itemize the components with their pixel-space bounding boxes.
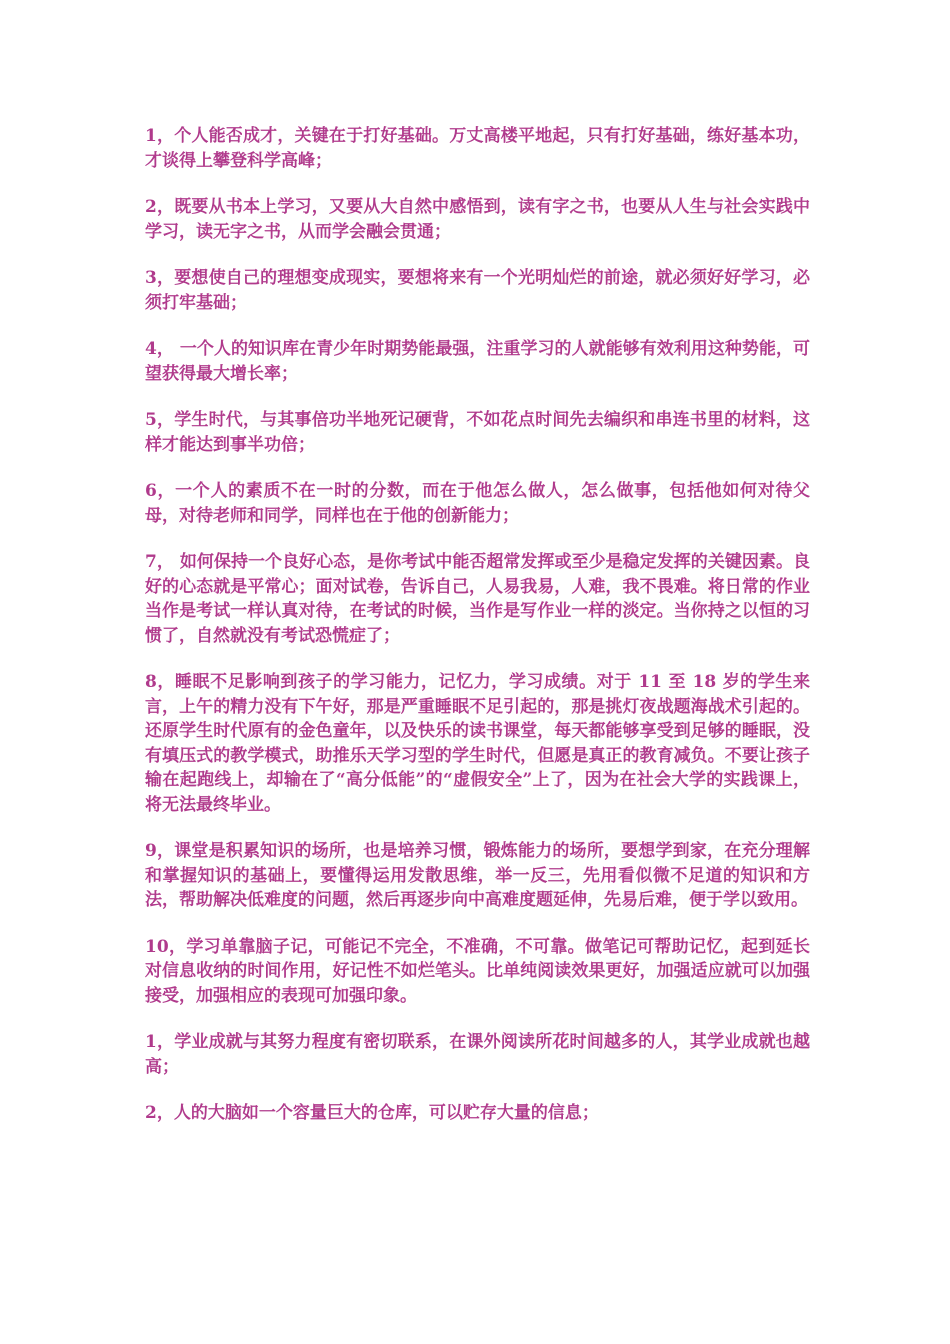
paragraph-2: 2，既要从书本上学习，又要从大自然中感悟到，读有字之书，也要从人生与社会实践中学习，读无字之书，从而学会融会贯通； (145, 197, 810, 242)
document-body (145, 124, 810, 1148)
paragraph-3: 3，要想使自己的理想变成现实，要想将来有一个光明灿烂的前途，就必须好好学习，必须打牢基础； (145, 268, 810, 313)
paragraph-12: 2，人的大脑如一个容量巨大的仓库，可以贮存大量的信息； (145, 1103, 599, 1123)
paragraph-6: 6，一个人的素质不在一时的分数，而在于他怎么做人，怎么做事，包括他如何对待父母，对待老师和同学，同样也在于他的创新能力； (145, 481, 810, 526)
paragraph-11: 1，学业成就与其努力程度有密切联系，在课外阅读所花时间越多的人，其学业成就也越高； (145, 1032, 810, 1077)
paragraph-9: 9，课堂是积累知识的场所，也是培养习惯，锻炼能力的场所，要想学到家，在充分理解和掌握知识的基础上，要懂得运用发散思维，举一反三，先用看似微不足道的知识和方法，帮助解决低难度的问题，然后再逐步向中高难度题延伸，先易后难，便于学以致用。 (145, 841, 810, 910)
paragraph-7: 7， 如何保持一个良好心态，是你考试中能否超常发挥或至少是稳定发挥的关键因素。良好的心态就是平常心；面对试卷，告诉自己，人易我易，人难，我不畏难。将日常的作业当作是考试一样认真对待，在考试的时候，当作是写作业一样的淡定。当你持之以恒的习惯了，自然就没有考试恐慌症了； (145, 552, 810, 646)
paragraph-1: 1，个人能否成才，关键在于打好基础。万丈高楼平地起，只有打好基础，练好基本功，才谈得上攀登科学高峰； (145, 126, 810, 171)
paragraph-8: 8，睡眠不足影响到孩子的学习能力，记忆力，学习成绩。对于 11 至 18 岁的学生来言，上午的精力没有下午好，那是严重睡眠不足引起的，那是挑灯夜战题海战术引起的。还原学生时代原有的金色童年，以及快乐的读书课堂，每天都能够享受到足够的睡眠，没有填压式的教学模式，助推乐天学习型的学生时代，但愿是真正的教育减负。不要让孩子输在起跑线上，却输在了“高分低能”的“虚假安全”上了，因为在社会大学的实践课上，将无法最终毕业。 (145, 672, 810, 815)
paragraph-10: 10，学习单靠脑子记，可能记不完全，不准确，不可靠。做笔记可帮助记忆，起到延长对信息收纳的时间作用，好记性不如烂笔头。比单纯阅读效果更好，加强适应就可以加强接受，加强相应的表现可加强印象。 (145, 936, 810, 1006)
paragraph-4: 4， 一个人的知识库在青少年时期势能最强，注重学习的人就能够有效利用这种势能，可望获得最大增长率； (145, 339, 810, 384)
paragraph-5: 5，学生时代，与其事倍功半地死记硬背，不如花点时间先去编织和串连书里的材料，这样才能达到事半功倍； (145, 410, 810, 455)
